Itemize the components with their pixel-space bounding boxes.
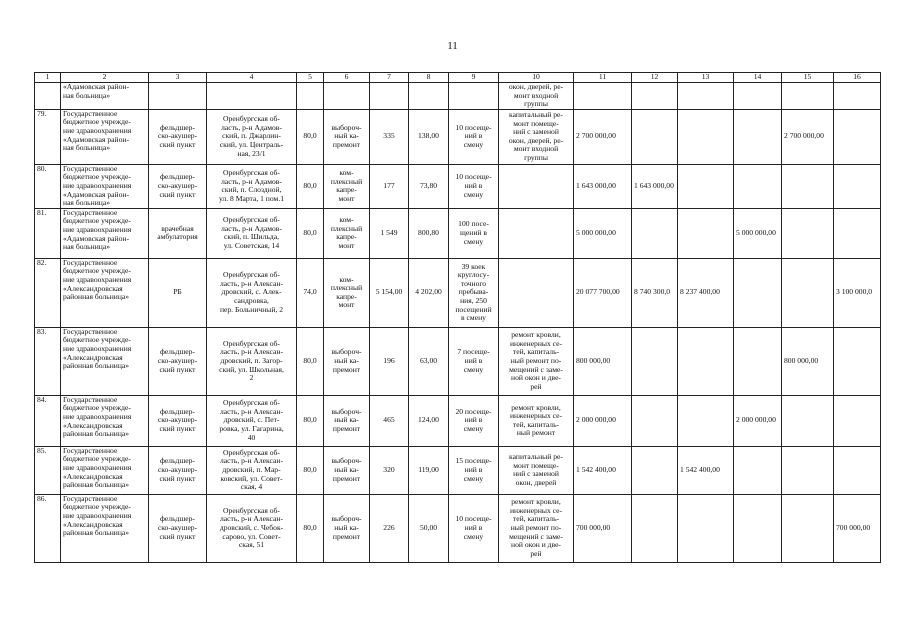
- column-number: 3: [149, 73, 207, 83]
- capacity: 100 посе- щений в смену: [449, 208, 499, 258]
- area-value: 177: [370, 164, 409, 208]
- column-number: 5: [297, 73, 324, 83]
- volume-value: 124,00: [409, 395, 449, 446]
- column-number: 1: [35, 73, 61, 83]
- cost-year-4: [782, 258, 834, 327]
- repair-type: выбороч- ный ка- премонт: [324, 395, 370, 446]
- cost-year-2: [678, 164, 734, 208]
- cost-year-1: [632, 446, 678, 494]
- total-cost: 1 542 400,00: [574, 446, 632, 494]
- table-row: [35, 109, 881, 164]
- cost-year-5: 700 000,00: [834, 494, 881, 562]
- cost-year-3: [734, 258, 782, 327]
- volume-value: 73,80: [409, 164, 449, 208]
- area-value: [370, 83, 409, 110]
- page-number: 11: [447, 40, 458, 52]
- institution-name: Государственное бюджетное учрежде- ние здравоохранения «Александровская районная больница»: [61, 395, 149, 446]
- wear-percent: 80,0: [297, 164, 324, 208]
- cost-year-4: 800 000,00: [782, 327, 834, 395]
- cost-year-1: [632, 395, 678, 446]
- volume-value: 50,00: [409, 494, 449, 562]
- facility-address: Оренбургская об- ласть, р-н Алексан- дровский, с. Пет- ровка, ул. Гагарина, 40: [207, 395, 297, 446]
- table-row: [35, 327, 881, 395]
- capacity: 39 коек круглосу- точного пребыва- ния, 250 посещений в смену: [449, 258, 499, 327]
- cost-year-5: [834, 446, 881, 494]
- cost-year-3: [734, 83, 782, 110]
- cost-year-2: 1 542 400,00: [678, 446, 734, 494]
- column-number: 16: [834, 73, 881, 83]
- wear-percent: [297, 83, 324, 110]
- work-description: ремонт кровли, инженерных се- тей, капиталь- ный ремонт: [499, 395, 574, 446]
- column-number: 7: [370, 73, 409, 83]
- facilities-table: [34, 72, 881, 563]
- table-row: [35, 164, 881, 208]
- row-number: 86.: [35, 494, 61, 562]
- cost-year-1: [632, 494, 678, 562]
- row-number: 84.: [35, 395, 61, 446]
- wear-percent: 80,0: [297, 208, 324, 258]
- cost-year-2: [678, 494, 734, 562]
- total-cost: 5 000 000,00: [574, 208, 632, 258]
- volume-value: 119,00: [409, 446, 449, 494]
- repair-type: выбороч- ный ка- премонт: [324, 494, 370, 562]
- total-cost: 700 000,00: [574, 494, 632, 562]
- facility-address: Оренбургская об- ласть, р-н Алексан- дровский, п. Загор- ский, ул. Школьная, 2: [207, 327, 297, 395]
- row-number: 82.: [35, 258, 61, 327]
- cost-year-1: 1 643 000,00: [632, 164, 678, 208]
- cost-year-2: [678, 327, 734, 395]
- facility-address: Оренбургская об- ласть, р-н Адамов- ский, п. Слоздной, ул. 8 Марта, 1 пом.1: [207, 164, 297, 208]
- cost-year-4: [782, 395, 834, 446]
- capacity: 15 посеще- ний в смену: [449, 446, 499, 494]
- volume-value: 63,00: [409, 327, 449, 395]
- column-number: 9: [449, 73, 499, 83]
- institution-name: Государственное бюджетное учрежде- ние здравоохранения «Александровская районная больница»: [61, 446, 149, 494]
- work-description: ремонт кровли, инженерных се- тей, капиталь- ный ремонт по- мещений с заме- ной окон и две- рей: [499, 494, 574, 562]
- table-row: [35, 494, 881, 562]
- facility-type: фельдшер- ско-акушер- ский пункт: [149, 109, 207, 164]
- total-cost: [574, 83, 632, 110]
- table-body: [35, 83, 881, 563]
- volume-value: 138,00: [409, 109, 449, 164]
- area-value: 196: [370, 327, 409, 395]
- column-number: 4: [207, 73, 297, 83]
- facility-address: [207, 83, 297, 110]
- wear-percent: 80,0: [297, 494, 324, 562]
- cost-year-3: [734, 494, 782, 562]
- capacity: 10 посеще- ний в смену: [449, 164, 499, 208]
- work-description: окон, дверей, ре- монт входной группы: [499, 83, 574, 110]
- institution-name: Государственное бюджетное учрежде- ние здравоохранения «Александровская районная больница»: [61, 494, 149, 562]
- cost-year-5: [834, 83, 881, 110]
- repair-type: ком- плексный капре- монт: [324, 258, 370, 327]
- facility-type: РБ: [149, 258, 207, 327]
- area-value: 465: [370, 395, 409, 446]
- facility-type: фельдшер- ско-акушер- ский пункт: [149, 494, 207, 562]
- cost-year-2: [678, 109, 734, 164]
- repair-type: ком- плексный капре- монт: [324, 208, 370, 258]
- facility-address: Оренбургская об- ласть, р-н Алексан- дровский, с. Чебок- сарово, ул. Совет- ская, 51: [207, 494, 297, 562]
- column-number: 2: [61, 73, 149, 83]
- total-cost: 20 077 700,00: [574, 258, 632, 327]
- wear-percent: 80,0: [297, 395, 324, 446]
- total-cost: 1 643 000,00: [574, 164, 632, 208]
- cost-year-4: 2 700 000,00: [782, 109, 834, 164]
- wear-percent: 80,0: [297, 109, 324, 164]
- cost-year-3: 2 000 000,00: [734, 395, 782, 446]
- facility-type: фельдшер- ско-акушер- ский пункт: [149, 395, 207, 446]
- volume-value: [409, 83, 449, 110]
- work-description: [499, 258, 574, 327]
- repair-type: выбороч- ный ка- премонт: [324, 327, 370, 395]
- facility-address: Оренбургская об- ласть, р-н Адамов- ский, п. Шильда, ул. Советская, 14: [207, 208, 297, 258]
- total-cost: 800 000,00: [574, 327, 632, 395]
- cost-year-3: [734, 164, 782, 208]
- cost-year-3: 5 000 000,00: [734, 208, 782, 258]
- total-cost: 2 000 000,00: [574, 395, 632, 446]
- table-row: [35, 395, 881, 446]
- work-description: ремонт кровли, инженерных се- тей, капиталь- ный ремонт по- мещений с заме- ной окон и две- рей: [499, 327, 574, 395]
- cost-year-2: [678, 83, 734, 110]
- cost-year-5: [834, 327, 881, 395]
- cost-year-3: [734, 109, 782, 164]
- cost-year-4: [782, 164, 834, 208]
- cost-year-4: [782, 446, 834, 494]
- column-number-row: [35, 73, 881, 83]
- cost-year-2: 8 237 400,00: [678, 258, 734, 327]
- facility-address: Оренбургская об- ласть, р-н Алексан- дровский, п. Мар- ковский, ул. Совет- ская, 4: [207, 446, 297, 494]
- column-number: 12: [632, 73, 678, 83]
- capacity: 10 посеще- ний в смену: [449, 494, 499, 562]
- column-number: 15: [782, 73, 834, 83]
- institution-name: Государственное бюджетное учрежде- ние здравоохранения «Александровская районная больница»: [61, 327, 149, 395]
- area-value: 5 154,00: [370, 258, 409, 327]
- facility-type: фельдшер- ско-акушер- ский пункт: [149, 327, 207, 395]
- table-row: [35, 83, 881, 110]
- institution-name: Государственное бюджетное учрежде- ние здравоохранения «Адамовская район- ная больница»: [61, 109, 149, 164]
- capacity: 20 посеще- ний в смену: [449, 395, 499, 446]
- total-cost: 2 700 000,00: [574, 109, 632, 164]
- repair-type: выбороч- ный ка- премонт: [324, 109, 370, 164]
- row-number: [35, 83, 61, 110]
- facility-type: фельдшер- ско-акушер- ский пункт: [149, 164, 207, 208]
- work-description: [499, 164, 574, 208]
- cost-year-4: [782, 208, 834, 258]
- table-row: [35, 258, 881, 327]
- table-row: [35, 208, 881, 258]
- row-number: 80.: [35, 164, 61, 208]
- cost-year-3: [734, 446, 782, 494]
- cost-year-5: [834, 208, 881, 258]
- area-value: 226: [370, 494, 409, 562]
- cost-year-5: 3 100 000,0: [834, 258, 881, 327]
- area-value: 320: [370, 446, 409, 494]
- repair-type: выбороч- ный ка- премонт: [324, 446, 370, 494]
- cost-year-5: [834, 395, 881, 446]
- cost-year-4: [782, 494, 834, 562]
- work-description: капитальный ре- монт помеще- ний с заменой окон, дверей, ре- монт входной группы: [499, 109, 574, 164]
- repair-type: [324, 83, 370, 110]
- cost-year-1: [632, 208, 678, 258]
- cost-year-4: [782, 83, 834, 110]
- cost-year-1: [632, 109, 678, 164]
- work-description: капитальный ре- монт помеще- ний с заменой окон, дверей: [499, 446, 574, 494]
- cost-year-5: [834, 164, 881, 208]
- facility-type: фельдшер- ско-акушер- ский пункт: [149, 446, 207, 494]
- capacity: 7 посеще- ний в смену: [449, 327, 499, 395]
- column-number: 6: [324, 73, 370, 83]
- facility-type: [149, 83, 207, 110]
- facility-type: врачебная амбулатория: [149, 208, 207, 258]
- table-row: [35, 446, 881, 494]
- volume-value: 4 202,00: [409, 258, 449, 327]
- column-number: 13: [678, 73, 734, 83]
- facility-address: Оренбургская об- ласть, р-н Адамов- ский, п. Джарлин- ский, ул. Централь- ная, 23/1: [207, 109, 297, 164]
- row-number: 83.: [35, 327, 61, 395]
- cost-year-3: [734, 327, 782, 395]
- cost-year-2: [678, 208, 734, 258]
- volume-value: 800,80: [409, 208, 449, 258]
- row-number: 81.: [35, 208, 61, 258]
- wear-percent: 80,0: [297, 446, 324, 494]
- row-number: 79.: [35, 109, 61, 164]
- capacity: 10 посеще- ний в смену: [449, 109, 499, 164]
- facility-address: Оренбургская об- ласть, р-н Алексан- дровский, с. Алек- сандровка, пер. Больничный, 2: [207, 258, 297, 327]
- cost-year-1: [632, 327, 678, 395]
- institution-name: Государственное бюджетное учрежде- ние здравоохранения «Александровская районная больница»: [61, 258, 149, 327]
- institution-name: «Адамовская район- ная больница»: [61, 83, 149, 110]
- column-number: 11: [574, 73, 632, 83]
- column-number: 10: [499, 73, 574, 83]
- cost-year-1: [632, 83, 678, 110]
- column-number: 8: [409, 73, 449, 83]
- cost-year-2: [678, 395, 734, 446]
- institution-name: Государственное бюджетное учрежде- ние здравоохранения «Адамовская район- ная больница»: [61, 164, 149, 208]
- area-value: 335: [370, 109, 409, 164]
- work-description: [499, 208, 574, 258]
- cost-year-5: [834, 109, 881, 164]
- area-value: 1 549: [370, 208, 409, 258]
- wear-percent: 74,0: [297, 258, 324, 327]
- repair-type: ком- плексный капре- монт: [324, 164, 370, 208]
- institution-name: Государственное бюджетное учрежде- ние здравоохранения «Адамовская район- ная больница»: [61, 208, 149, 258]
- cost-year-1: 8 740 300,0: [632, 258, 678, 327]
- capacity: [449, 83, 499, 110]
- wear-percent: 80,0: [297, 327, 324, 395]
- column-number: 14: [734, 73, 782, 83]
- row-number: 85.: [35, 446, 61, 494]
